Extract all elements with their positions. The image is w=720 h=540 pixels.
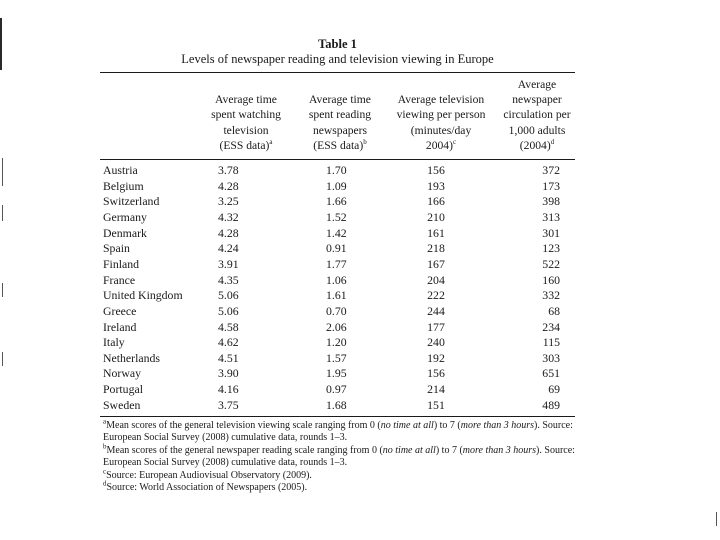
reading-time-cell: 2.06 — [326, 319, 347, 334]
circulation-cell: 160 — [542, 272, 560, 287]
tv-minutes-cell: 222 — [427, 288, 445, 303]
footnote-text: Mean scores of the general television viewing scale ranging from 0 ( — [106, 420, 381, 431]
tv-minutes-cell: 166 — [427, 194, 445, 209]
reading-time-cell: 0.70 — [326, 303, 347, 318]
reading-time-cell: 0.91 — [326, 241, 347, 256]
reading-time-cell: 1.77 — [326, 256, 347, 271]
tv-time-cell: 4.28 — [218, 178, 239, 193]
country-cell: Germany — [103, 209, 147, 224]
reading-time-cell: 1.66 — [326, 194, 347, 209]
tv-minutes-cell: 151 — [427, 397, 445, 412]
circulation-cell: 522 — [542, 256, 560, 271]
tv-time-cell: 4.16 — [218, 382, 239, 397]
footnote-marker: c — [452, 137, 457, 146]
table-row — [100, 320, 575, 336]
circulation-cell: 69 — [548, 382, 560, 397]
footnote-italic-text: more than 3 hours — [460, 420, 535, 431]
table-row — [100, 288, 575, 304]
table-row — [100, 273, 575, 289]
table-row — [100, 366, 575, 382]
footnote-marker: b — [103, 442, 107, 451]
footnote — [103, 467, 578, 482]
country-cell: Spain — [103, 241, 130, 256]
circulation-cell: 651 — [542, 366, 560, 381]
top-rule — [100, 72, 575, 73]
column-header-line: spent watching — [211, 108, 281, 122]
country-cell: Italy — [103, 335, 125, 350]
circulation-cell: 173 — [542, 178, 560, 193]
table-row — [100, 241, 575, 257]
country-cell: Ireland — [103, 319, 137, 334]
circulation-cell: 303 — [542, 350, 560, 365]
tv-minutes-cell: 156 — [427, 366, 445, 381]
tv-minutes-cell: 214 — [427, 382, 445, 397]
scan-edge-top-left — [0, 18, 2, 70]
scan-mark — [2, 205, 3, 221]
table-row — [100, 304, 575, 320]
scan-mark — [2, 352, 3, 366]
tv-minutes-cell: 244 — [427, 303, 445, 318]
table-row — [100, 226, 575, 242]
country-cell: Belgium — [103, 178, 144, 193]
tv-time-cell: 3.91 — [218, 256, 239, 271]
circulation-cell: 489 — [542, 397, 560, 412]
scan-mark — [2, 158, 3, 186]
footnote-text: Source: World Association of Newspapers (2005). — [106, 482, 308, 493]
footnote-italic-text: no time at all — [380, 420, 434, 431]
table-row — [100, 179, 575, 195]
column-header-line: circulation per — [503, 108, 571, 122]
circulation-cell: 398 — [542, 194, 560, 209]
circulation-cell: 123 — [542, 241, 560, 256]
footnote-italic-text: no time at all — [382, 445, 436, 456]
footnote-text: Source: European Audiovisual Observatory (2009). — [106, 470, 312, 481]
column-header-line: (ESS data)$^b$ — [313, 137, 367, 152]
footnote-marker: a — [269, 137, 273, 146]
table-row — [100, 335, 575, 351]
circulation-cell: 115 — [542, 335, 560, 350]
tv-time-cell: 4.58 — [218, 319, 239, 334]
column-header-line: viewing per person — [396, 108, 486, 122]
table-title: Table 1 — [318, 37, 357, 51]
country-cell: United Kingdom — [103, 288, 183, 303]
footnote-marker: d — [103, 479, 107, 488]
footnote-text: ) to 7 ( — [433, 420, 461, 431]
tv-minutes-cell: 240 — [427, 335, 445, 350]
footnote-marker: a — [103, 417, 107, 426]
table-row — [100, 194, 575, 210]
reading-time-cell: 1.52 — [326, 209, 347, 224]
footnote-marker: c — [103, 467, 107, 476]
reading-time-cell: 1.68 — [326, 397, 347, 412]
reading-time-cell: 1.57 — [326, 350, 347, 365]
tv-time-cell: 3.90 — [218, 366, 239, 381]
column-header-line: (ESS data)$^a$ — [219, 137, 273, 152]
tv-minutes-cell: 218 — [427, 241, 445, 256]
country-cell: Norway — [103, 366, 142, 381]
reading-time-cell: 1.95 — [326, 366, 347, 381]
country-cell: Portugal — [103, 382, 143, 397]
reading-time-cell: 1.70 — [326, 163, 347, 177]
footnote-marker: b — [363, 137, 367, 146]
tv-time-cell: 3.78 — [218, 163, 239, 177]
footnote-text: Mean scores of the general newspaper reading scale ranging from 0 ( — [106, 445, 383, 456]
tv-time-cell: 5.06 — [218, 303, 239, 318]
tv-time-cell: 3.25 — [218, 194, 239, 209]
table-row — [100, 163, 575, 179]
reading-time-cell: 1.06 — [326, 272, 347, 287]
column-header — [487, 77, 587, 153]
footnote-text: ). Source: European Social Survey (2008) cumulative data, rounds 1–3. — [103, 420, 573, 444]
circulation-cell: 234 — [542, 319, 560, 334]
country-cell: Finland — [103, 256, 140, 271]
column-header-line: Average time — [309, 93, 371, 107]
tv-time-cell: 4.24 — [218, 241, 239, 256]
column-header-line: newspaper — [512, 93, 562, 107]
country-cell: France — [103, 272, 136, 287]
tv-minutes-cell: 177 — [427, 319, 445, 334]
circulation-cell: 313 — [542, 209, 560, 224]
table-subtitle: Levels of newspaper reading and television viewing in Europe — [181, 52, 494, 66]
column-header-line: Average television — [397, 93, 485, 107]
table-row — [100, 382, 575, 398]
reading-time-cell: 1.09 — [326, 178, 347, 193]
table-row — [100, 210, 575, 226]
footnote — [103, 442, 578, 470]
tv-time-cell: 5.06 — [218, 288, 239, 303]
reading-time-cell: 1.42 — [326, 225, 347, 240]
column-header-line: television — [223, 123, 269, 137]
country-cell: Switzerland — [103, 194, 160, 209]
footnote-text: ). Source: European Social Survey (2008) cumulative data, rounds 1–3. — [103, 445, 575, 469]
reading-time-cell: 1.61 — [326, 288, 347, 303]
column-header-line: 1,000 adults — [508, 123, 566, 137]
tv-time-cell: 4.51 — [218, 350, 239, 365]
column-header — [383, 92, 499, 153]
bottom-rule — [100, 416, 575, 417]
table-row — [100, 351, 575, 367]
country-cell: Austria — [103, 163, 138, 177]
column-header-line: (minutes/day — [410, 123, 472, 137]
tv-time-cell: 4.28 — [218, 225, 239, 240]
column-header-line: 2004)$^c$ — [425, 137, 457, 152]
column-header — [298, 92, 382, 153]
table-row — [100, 398, 575, 414]
tv-minutes-cell: 193 — [427, 178, 445, 193]
circulation-cell: 332 — [542, 288, 560, 303]
column-header-line: spent reading — [308, 108, 372, 122]
reading-time-cell: 1.20 — [326, 335, 347, 350]
column-header-line: Average time — [215, 93, 277, 107]
country-cell: Sweden — [103, 397, 141, 412]
scan-mark — [716, 512, 717, 526]
tv-minutes-cell: 204 — [427, 272, 445, 287]
table-row — [100, 257, 575, 273]
tv-minutes-cell: 192 — [427, 350, 445, 365]
country-cell: Denmark — [103, 225, 147, 240]
tv-time-cell: 3.75 — [218, 397, 239, 412]
country-cell: Greece — [103, 303, 137, 318]
circulation-cell: 372 — [542, 163, 560, 177]
reading-time-cell: 0.97 — [326, 382, 347, 397]
country-cell: Netherlands — [103, 350, 160, 365]
footnote-italic-text: more than 3 hours — [462, 445, 537, 456]
circulation-cell: 301 — [542, 225, 560, 240]
column-header-line: newspapers — [312, 123, 368, 137]
tv-minutes-cell: 161 — [427, 225, 445, 240]
circulation-cell: 68 — [548, 303, 560, 318]
column-header-line: Average — [517, 78, 557, 91]
tv-time-cell: 4.35 — [218, 272, 239, 287]
tv-minutes-cell: 210 — [427, 209, 445, 224]
tv-time-cell: 4.62 — [218, 335, 239, 350]
column-header-line: $(2004)^d$ — [519, 137, 555, 152]
scan-mark — [2, 283, 3, 297]
footnote-text: ) to 7 ( — [435, 445, 463, 456]
footnote — [103, 417, 578, 445]
tv-time-cell: 4.32 — [218, 209, 239, 224]
column-header — [198, 92, 294, 153]
header-rule — [100, 159, 575, 160]
footnote — [103, 479, 578, 494]
tv-minutes-cell: 156 — [427, 163, 445, 177]
footnote-marker: d — [550, 137, 555, 146]
tv-minutes-cell: 167 — [427, 256, 445, 271]
